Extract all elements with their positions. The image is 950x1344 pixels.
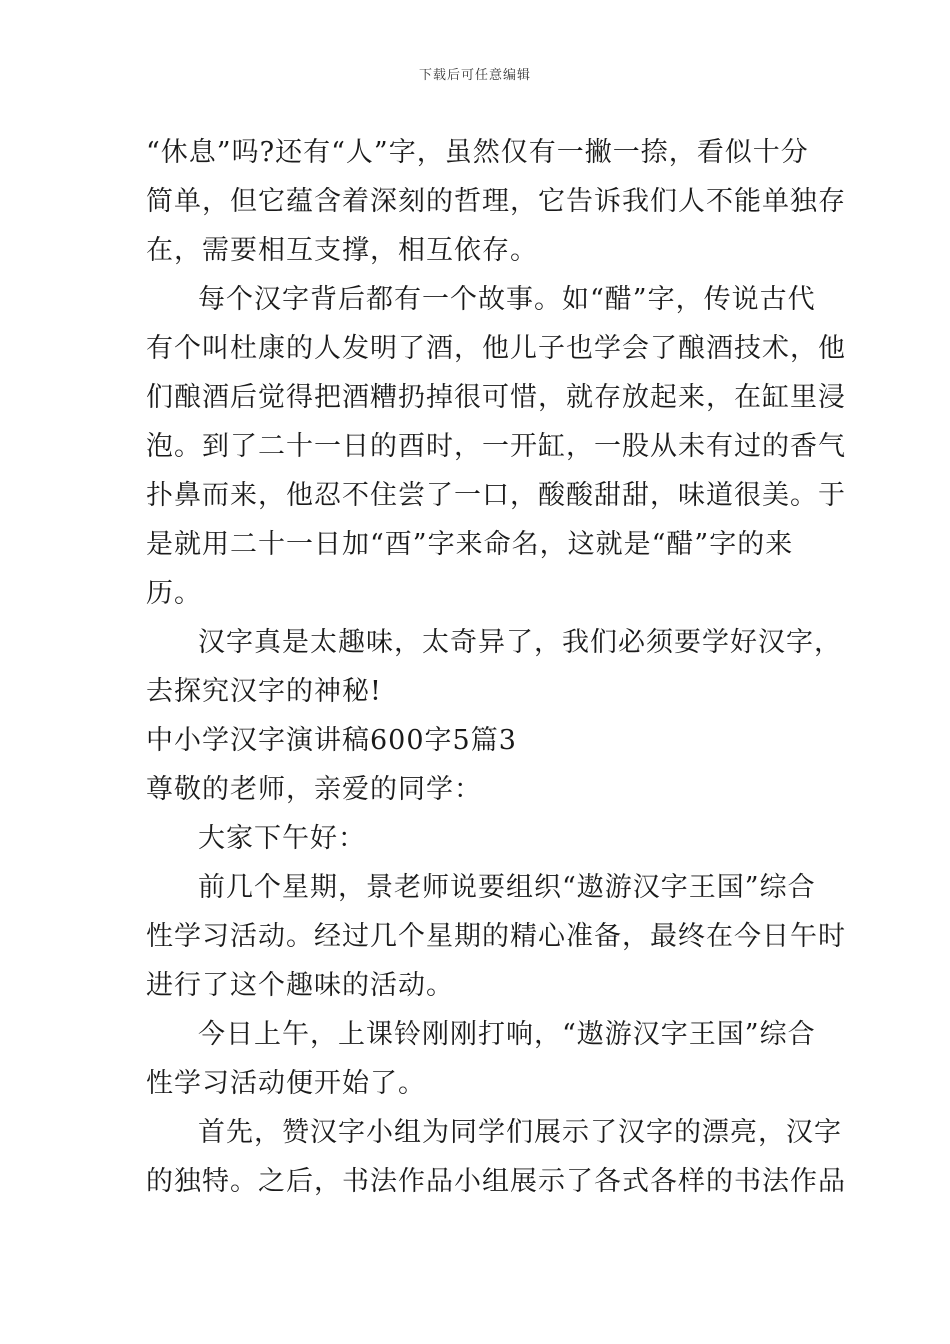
document-body — [146, 128, 846, 1206]
page-header: 下载后可任意编辑 — [418, 68, 531, 83]
text-line: 在，需要相互支撑，相互依存。 — [146, 235, 538, 266]
text-line: 有个叫杜康的人发明了酒，他儿子也学会了酿酒技术，他 — [146, 333, 846, 364]
text-line: 扑鼻而来，他忍不住尝了一口，酸酸甜甜，味道很美。于 — [146, 480, 846, 511]
text-line: “休息”吗?还有“人”字，虽然仅有一撇一捺，看似十分 — [146, 137, 809, 168]
salutation: 尊敬的老师，亲爱的同学： — [146, 774, 482, 805]
text-line: 汉字真是太趣味，太奇异了，我们必须要学好汉字， — [198, 627, 842, 658]
text-line: 泡。到了二十一日的酉时，一开缸，一股从未有过的香气 — [146, 431, 846, 462]
text-line: 的独特。之后，书法作品小组展示了各式各样的书法作品 — [146, 1166, 846, 1197]
text-line: 们酿酒后觉得把酒糟扔掉很可惜，就存放起来，在缸里浸 — [146, 382, 846, 413]
text-line: 首先，赞汉字小组为同学们展示了汉字的漂亮，汉字 — [198, 1117, 842, 1148]
section-title: 中小学汉字演讲稿600字5篇3 — [146, 725, 517, 756]
text-line: 前几个星期，景老师说要组织“遨游汉字王国”综合 — [198, 872, 816, 903]
text-line: 性学习活动。经过几个星期的精心准备，最终在今日午时 — [146, 921, 846, 952]
text-line: 今日上午，上课铃刚刚打响，“遨游汉字王国”综合 — [198, 1019, 816, 1050]
text-line: 性学习活动便开始了。 — [146, 1068, 426, 1099]
text-line: 是就用二十一日加“酉”字来命名，这就是“醋”字的来 — [146, 529, 794, 560]
greeting: 大家下午好： — [198, 823, 366, 854]
text-line: 每个汉字背后都有一个故事。如“醋”字，传说古代 — [198, 284, 816, 315]
text-line: 进行了这个趣味的活动。 — [146, 970, 454, 1001]
text-line: 历。 — [146, 578, 202, 609]
text-line: 简单，但它蕴含着深刻的哲理，它告诉我们人不能单独存 — [146, 186, 846, 217]
text-line: 去探究汉字的神秘! — [146, 676, 382, 707]
